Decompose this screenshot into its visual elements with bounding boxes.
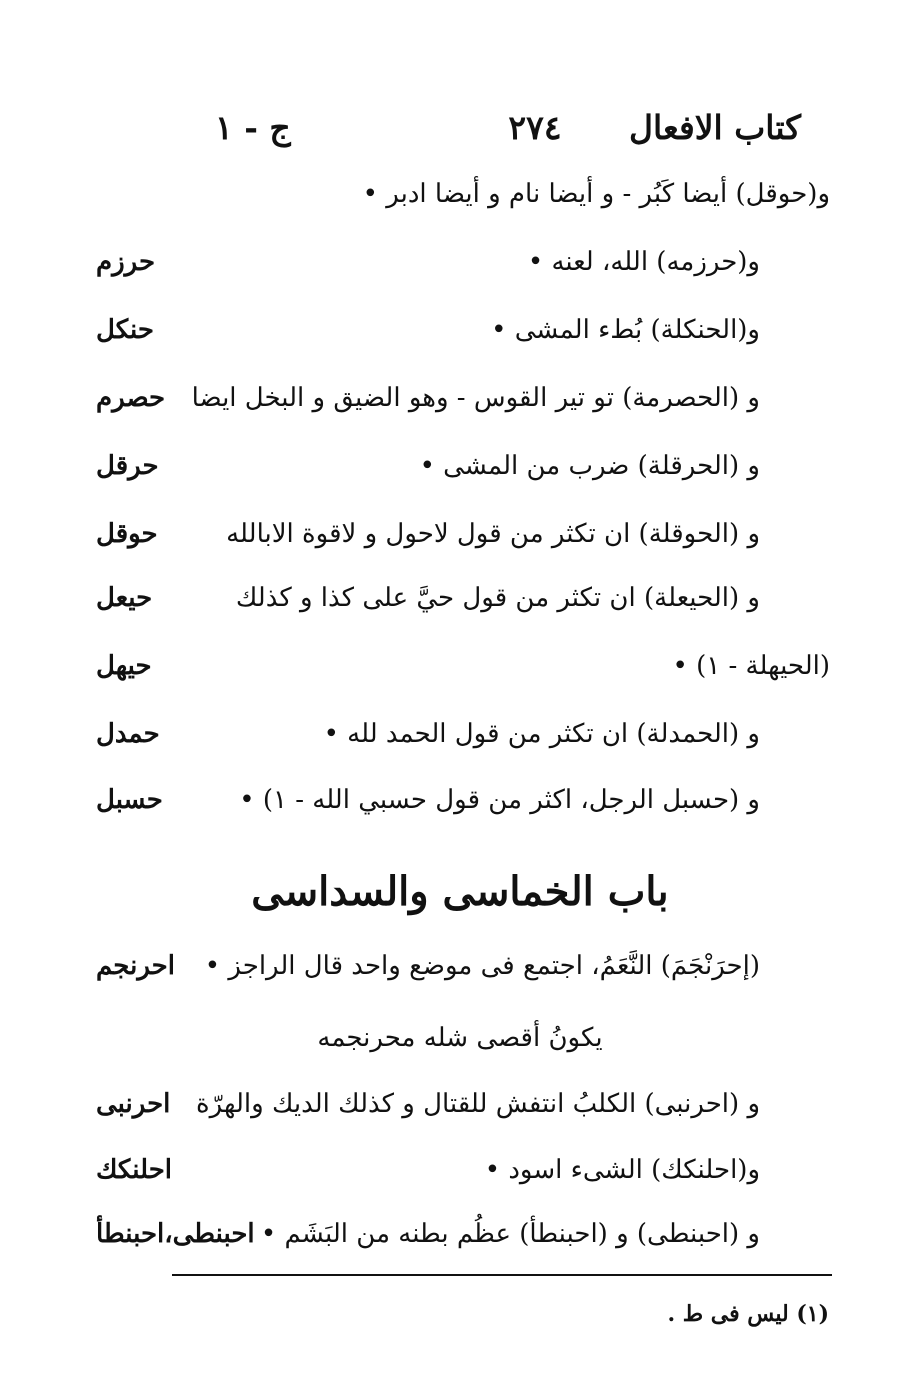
root-word: احلنكك (96, 1155, 173, 1185)
entry-text: و (احبنطى) و (احبنطأ) عظُم بطنه من البَشَم • (260, 1219, 760, 1249)
entry-text: و(الحنكلة) بُطء المشى • (491, 315, 760, 345)
entry-text: و (الحرقلة) ضرب من المشى • (419, 451, 760, 481)
footnote: (١) ليس فى ط . (667, 1301, 829, 1327)
entry-row (60, 172, 830, 216)
entry-row (60, 778, 830, 822)
entry-row (60, 644, 830, 688)
entry-row (60, 712, 830, 756)
root-word: حيعل (96, 583, 153, 613)
root-word: حوقل (96, 519, 158, 549)
root-word: حرقل (96, 451, 159, 481)
root-word: احرنبى (96, 1089, 171, 1119)
root-word: حمدل (96, 719, 160, 749)
root-word: حرزم (96, 247, 156, 277)
footnote-divider (172, 1274, 832, 1276)
entry-row (60, 240, 830, 284)
entry-row (60, 576, 830, 620)
entry-row (60, 308, 830, 352)
entry-text: و (الحوقلة) ان تكثر من قول لاحول و لاقوة الابالله (226, 519, 760, 549)
entry-text: و (الحصرمة) تو تير القوس - وهو الضيق و البخل ايضا (191, 383, 760, 413)
entry-row (60, 1212, 830, 1256)
volume-label: ج - ١ (215, 108, 291, 147)
root-word: حنكل (96, 315, 154, 345)
entry-text: و (حسبل الرجل، اكثر من قول حسبي الله - ١) • (239, 785, 760, 815)
entry-text: و(احلنكك) الشىء اسود • (484, 1155, 760, 1185)
root-word: حيهل (96, 651, 152, 681)
entry-row (60, 512, 830, 556)
root-word: حسبل (96, 785, 163, 815)
verse-line: يكونُ أقصى شله محرنجمه (317, 1023, 603, 1053)
entry-row (60, 944, 830, 988)
entry-text: و(حوقل) أيضا كَبُر - و أيضا نام و أيضا ادبر • (362, 179, 830, 209)
page-number: ٢٧٤ (508, 108, 562, 147)
entry-row (60, 1148, 830, 1192)
entry-row (60, 444, 830, 488)
entry-text: و (احرنبى) الكلبُ انتفش للقتال و كذلك الديك والهرّة (196, 1089, 760, 1119)
root-word: احرنجم (96, 951, 175, 981)
entry-text: (إحرَنْجَمَ) النَّعَمُ، اجتمع فى موضع واحد قال الراجز • (204, 951, 760, 981)
entry-text: و (الحيعلة) ان تكثر من قول حيَّ على كذا و كذلك (235, 583, 760, 613)
entry-text: (الحيهلة - ١) • (672, 651, 830, 681)
running-title: كتاب الافعال (629, 108, 801, 147)
entry-text: و(حرزمه) الله، لعنه • (527, 247, 760, 277)
entry-text: و (الحمدلة) ان تكثر من قول الحمد لله • (323, 719, 760, 749)
root-word: حصرم (96, 383, 166, 413)
entry-row (60, 1082, 830, 1126)
entry-row (60, 376, 830, 420)
root-word: احبنطى،احبنطأ (96, 1219, 255, 1249)
section-title: باب الخماسى والسداسى (251, 868, 669, 915)
